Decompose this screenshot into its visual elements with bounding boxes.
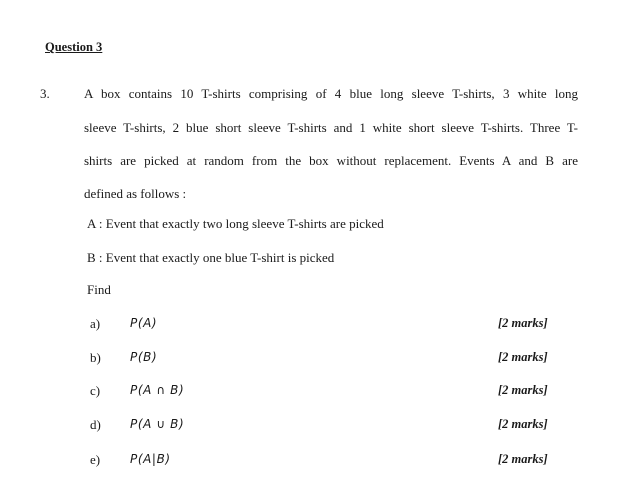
part-marks: [2 marks] (498, 383, 548, 397)
part-expression: P(B) (130, 350, 158, 364)
find-label: Find (87, 282, 111, 297)
part-expression: P(A ∩ B) (130, 383, 185, 397)
part-label: a) (90, 316, 101, 331)
part-label: b) (90, 350, 101, 365)
part-marks: [2 marks] (498, 452, 548, 466)
part-label: d) (90, 417, 101, 432)
part-marks: [2 marks] (498, 316, 548, 330)
paragraph-line-2: sleeve T-shirts, 2 blue short sleeve T-shirts and 1 white short sleeve T-shirts. Three T- (84, 120, 578, 135)
part-label: c) (90, 383, 101, 398)
paragraph-line-4: defined as follows : (84, 186, 187, 201)
part-expression: P(A ∪ B) (130, 417, 185, 431)
part-label: e) (90, 452, 101, 467)
question-heading: Question 3 (45, 40, 103, 54)
part-e (0, 452, 640, 472)
part-b (0, 350, 640, 370)
part-expression: P(A|B) (130, 452, 171, 466)
part-marks: [2 marks] (498, 417, 548, 431)
part-marks: [2 marks] (498, 350, 548, 364)
question-number: 3. (40, 86, 50, 101)
part-a (0, 316, 640, 336)
part-d (0, 417, 640, 437)
event-a-definition: A : Event that exactly two long sleeve T-shirts are picked (87, 216, 384, 231)
part-expression: P(A) (130, 316, 158, 330)
paragraph-line-3: shirts are picked at random from the box without replacement. Events A and B are (84, 153, 578, 168)
paragraph-line-1: A box contains 10 T-shirts comprising of 4 blue long sleeve T-shirts, 3 white long (84, 86, 578, 101)
event-b-definition: B : Event that exactly one blue T-shirt is picked (87, 250, 335, 265)
part-c (0, 383, 640, 403)
